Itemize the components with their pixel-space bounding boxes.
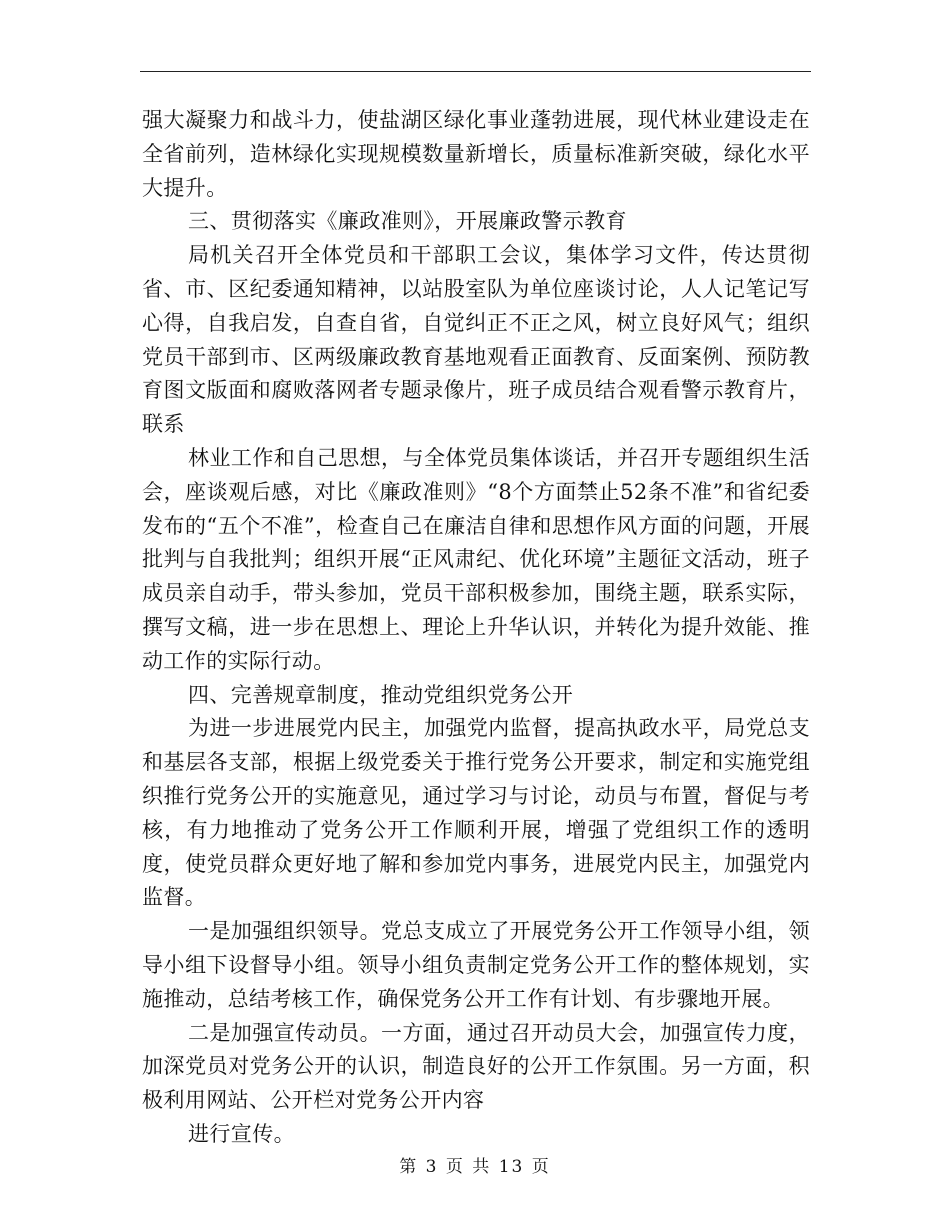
paragraph-4: 为进一步进展党内民主，加强党内监督，提高执政水平，局党总支和基层各支部，根据上级党委关于推行党务公开要求，制定和实施党组织推行党务公开的实施意见，通过学习与讨论，动员与布置，督促与考核，有力地推动了党务公开工作顺利开展，增强了党组织工作的透明度，使党员群众更好地了解和参加党内事务，进展党内民主，加强党内监督。 bbox=[142, 716, 810, 910]
header-rule bbox=[140, 71, 811, 72]
page-number: 第 3 页 共 13 页 bbox=[399, 1157, 551, 1177]
paragraph-7: 进行宣传。 bbox=[188, 1121, 295, 1146]
paragraph-3: 林业工作和自己思想，与全体党员集体谈话，并召开专题组织生活会，座谈观后感，对比《廉政准则》“8个方面禁止52条不准”和省纪委发布的“五个不准”，检查自己在廉洁自律和思想作风方面的问题，开展批判与自我批判；组织开展“正风肃纪、优化环境”主题征文活动，班子成员亲自动手，带头参加，党员干部积极参加，围绕主题，联系实际，撰写文稿，进一步在思想上、理论上升华认识，并转化为提升效能、推动工作的实际行动。 bbox=[142, 445, 810, 673]
paragraph-2: 局机关召开全体党员和干部职工会议，集体学习文件，传达贯彻省、市、区纪委通知精神，以站股室队为单位座谈讨论，人人记笔记写心得，自我启发，自查自省，自觉纠正不正之风，树立良好风气；组织党员干部到市、区两级廉政教育基地观看正面教育、反面案例、预防教育图文版面和腐败落网者专题录像片，班子成员结合观看警示教育片，联系 bbox=[142, 243, 810, 437]
document-body bbox=[142, 104, 810, 1152]
paragraph-5: 一是加强组织领导。党总支成立了开展党务公开工作领导小组，领导小组下设督导小组。领导小组负责制定党务公开工作的整体规划，实施推动，总结考核工作，确保党务公开工作有计划、有步骤地开展。 bbox=[142, 919, 810, 1011]
paragraph-6: 二是加强宣传动员。一方面，通过召开动员大会，加强宣传力度，加深党员对党务公开的认识，制造良好的公开工作氛围。另一方面，积极利用网站、公开栏对党务公开内容 bbox=[142, 1020, 810, 1113]
paragraph-1: 强大凝聚力和战斗力，使盐湖区绿化事业蓬勃进展，现代林业建设走在全省前列，造林绿化实现规模数量新增长，质量标准新突破，绿化水平大提升。 bbox=[142, 108, 810, 200]
section-heading-3: 三、贯彻落实《廉政准则》，开展廉政警示教育 bbox=[188, 209, 627, 234]
section-heading-4: 四、完善规章制度，推动党组织党务公开 bbox=[188, 682, 574, 707]
